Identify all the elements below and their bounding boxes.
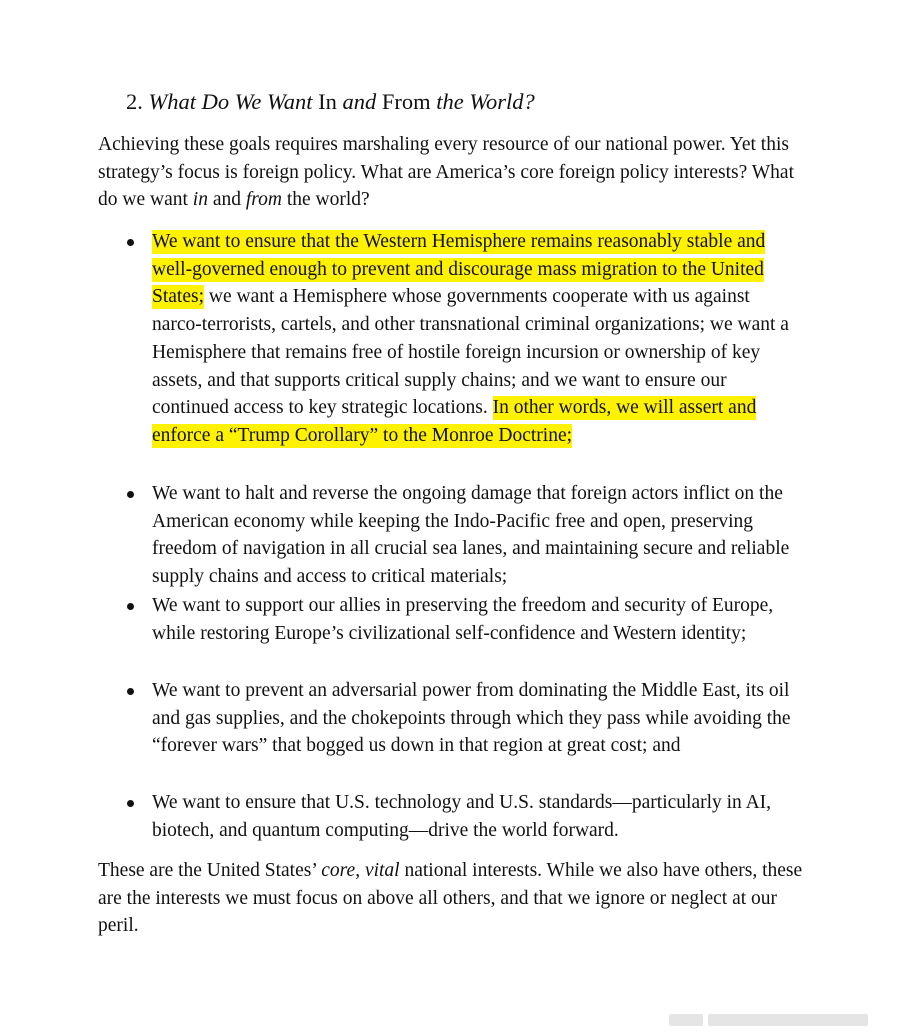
heading-part-4: From [381,89,431,114]
intro-paragraph [98,131,818,214]
intro-text-2: and [207,189,246,211]
list-item-middle-east [152,677,802,760]
list-item-indo-pacific [152,480,802,591]
list-item-text: We want to support our allies in preserving the freedom and security of Europe, while restoring Europe’s civilizational self-confidence and Western identity; [152,595,774,644]
list-item-text: We want to prevent an adversarial power from dominating the Middle East, its oil and gas supplies, and the chokepoints through which they pass while avoiding the “forever wars” that bogged us down in that region at great cost; and [152,680,791,757]
list-item-western-hemisphere [152,228,802,450]
heading-number: 2. [126,89,143,114]
bullet-dot-icon [127,800,134,807]
closing-emphasis: core, vital [321,860,400,881]
bullet-dot-icon [127,688,134,695]
closing-text-2: national interests. While we also have others, these are the interests we must focus on above all others, and that we ignore or neglect at our peril. [98,860,803,937]
section-heading [126,86,535,118]
watermark-mark [708,1014,868,1026]
heading-part-5: the World? [436,89,535,114]
bullet-dot-icon [127,491,134,498]
highlighted-text-trump-corollary: In other words, we will assert and enforce a “Trump Corollary” to the Monroe Doctrine; [152,397,757,446]
heading-part-3: and [342,89,377,114]
list-item-text: we want a Hemisphere whose governments cooperate with us against narco-terrorists, cartels, and other transnational criminal organizations; we want a Hemisphere that remains free of hostile foreign incursion or ownership of key assets, and that supports critical supply chains; and we want to ensure our continued access to key strategic locations. [152,286,789,419]
bullet-dot-icon [127,239,134,246]
list-item-europe [152,592,802,647]
watermark-mark [669,1014,703,1026]
bullet-dot-icon [127,603,134,610]
intro-text-1: Achieving these goals requires marshaling every resource of our national power. Yet this strategy’s focus is foreign policy. What are America’s core foreign policy interests? What do we want [98,134,794,211]
closing-text-1: These are the United States’ [98,860,322,881]
heading-part-2: In [318,89,337,114]
closing-paragraph [98,857,818,940]
highlighted-text-migration: We want to ensure that the Western Hemisphere remains reasonably stable and well-governed enough to prevent and discourage mass migration to the United States; [152,231,766,308]
intro-emphasis-in: in [192,189,208,211]
list-item-text: We want to ensure that U.S. technology and U.S. standards—particularly in AI, biotech, and quantum computing—drive the world forward. [152,792,772,841]
intro-text-3: the world? [281,189,370,211]
list-item-technology [152,789,802,844]
heading-part-1: What Do We Want [148,89,313,114]
intro-emphasis-from: from [245,189,282,211]
list-item-text: We want to halt and reverse the ongoing damage that foreign actors inflict on the American economy while keeping the Indo-Pacific free and open, preserving freedom of navigation in all crucial sea lanes, and maintaining secure and reliable supply chains and access to critical materials; [152,483,790,588]
watermark-logo [669,1010,879,1030]
